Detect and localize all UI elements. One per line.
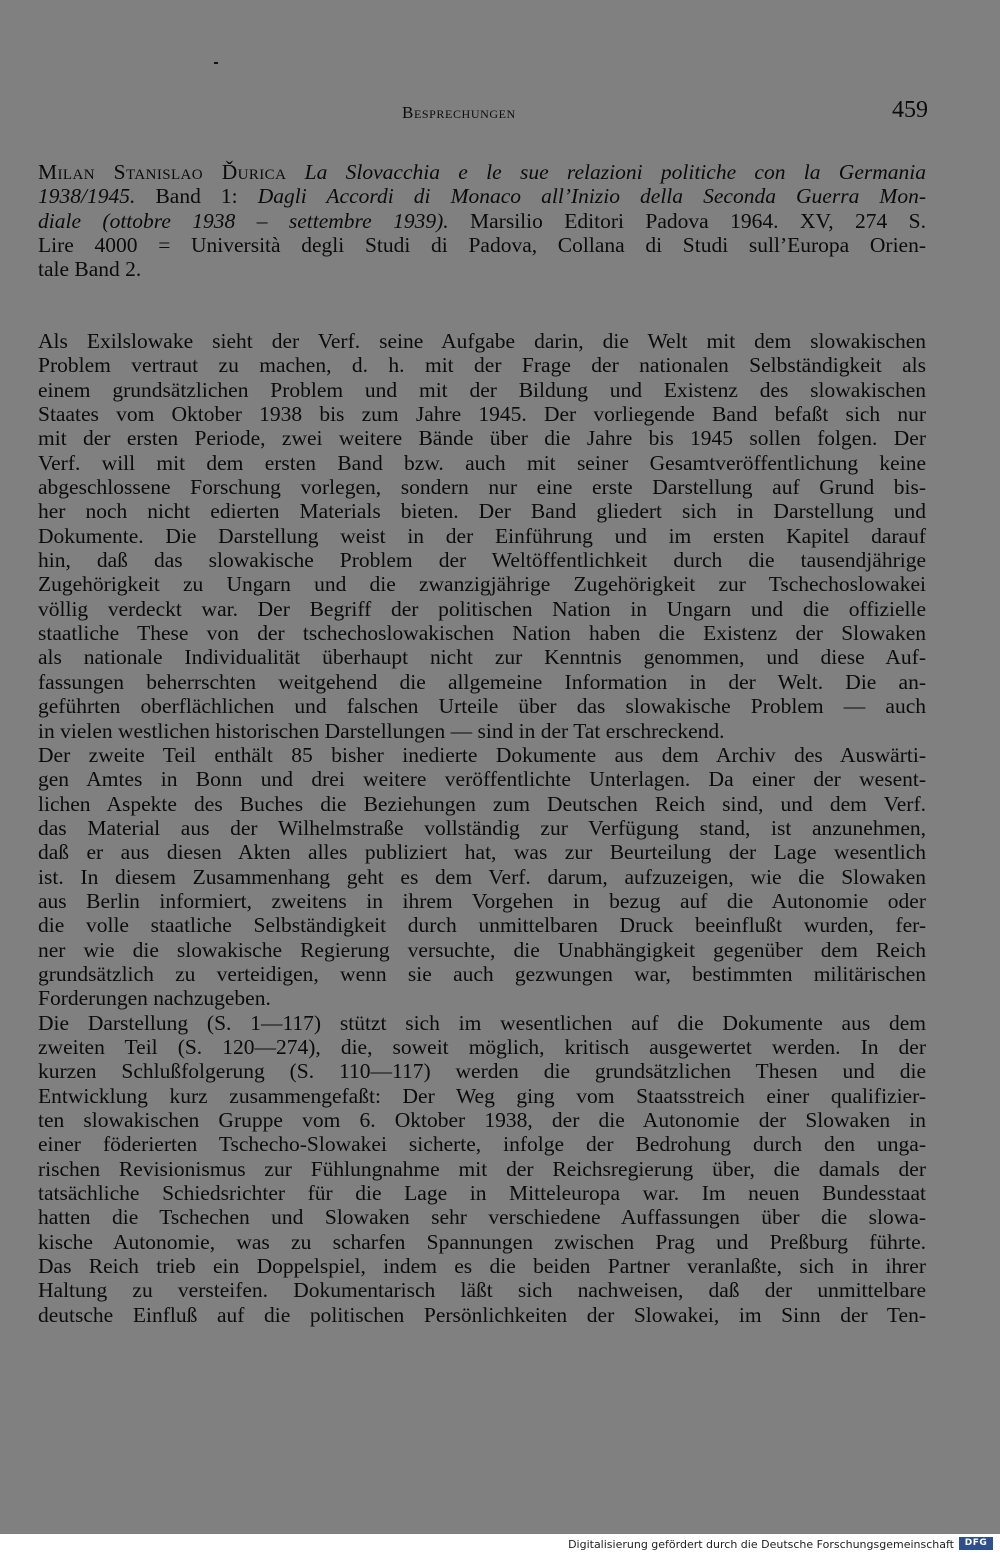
body-text-line: aus Berlin informiert, zweitens in ihrem Vorgehen in bezug auf die Autonomie oder: [38, 888, 926, 913]
body-text-line: einer föderierten Tschecho-Slowakei sicherte, infolge der Bedrohung durch den unga-: [38, 1132, 926, 1157]
body-text-line: gen Amtes in Bonn und drei weitere veröffentlichte Unterlagen. Da einer der wesent-: [38, 767, 926, 792]
body-text-line: hin, daß das slowakische Problem der Weltöffentlichkeit durch die tausendjährige: [38, 548, 926, 573]
body-text-line: Zugehörigkeit zu Ungarn und die zwanzigjährige Zugehörigkeit zur Tschechoslowakei: [38, 572, 926, 597]
body-text-line: deutsche Einfluß auf die politischen Persönlichkeiten der Slowakei, im Sinn der Ten-: [38, 1302, 926, 1327]
book-title: La Slovacchia e le sue relazioni politiche con la Germania: [304, 160, 926, 184]
body-text-line: daß er aus diesen Akten alles publiziert hat, was zur Beurteilung der Lage wesentlich: [38, 840, 926, 865]
funding-note: Digitalisierung gefördert durch die Deutsche Forschungsgemeinschaft: [568, 1538, 954, 1551]
body-text-line: Die Darstellung (S. 1—117) stützt sich im wesentlichen auf die Dokumente aus dem: [38, 1010, 926, 1035]
body-text-line: Als Exilslowake sieht der Verf. seine Aufgabe darin, die Welt mit dem slowakischen: [38, 329, 926, 353]
body-text-line: Verf. will mit dem ersten Band bzw. auch mit seiner Gesamtveröffentlichung keine: [38, 450, 926, 475]
review-author: Milan Stanislao Ďurica: [38, 160, 287, 184]
body-text-line: kurzen Schlußfolgerung (S. 110—117) werden die grundsätzlichen Thesen und die: [38, 1059, 926, 1084]
running-title: Besprechungen: [402, 103, 516, 122]
body-text-line: Problem vertraut zu machen, d. h. mit der Frage der nationalen Selbständigkeit als: [38, 353, 926, 378]
body-text-line: hatten die Tschechen und Slowaken sehr verschiedene Auffassungen über die slowa-: [38, 1205, 926, 1230]
biblio-line: [38, 233, 926, 257]
body-text-line: Entwicklung kurz zusammengefaßt: Der Weg ging vom Staatsstreich einer qualifizier-: [38, 1083, 926, 1108]
dfg-logo: DFG: [959, 1537, 993, 1550]
price-series: Lire 4000 = Università degli Studi di Padova, Collana di Studi sull’Europa Orien-: [38, 233, 926, 258]
body-text-line: Forderungen nachzugeben.: [38, 986, 271, 1011]
body-text-line: fassungen beherrschten weitgehend die allgemeine Information in der Welt. Die an-: [38, 669, 926, 694]
body-text-line: einem grundsätzlichen Problem und mit der Bildung und Existenz des slowakischen: [38, 377, 926, 402]
body-text-line: ten slowakischen Gruppe vom 6. Oktober 1938, der die Autonomie der Slowaken in: [38, 1108, 926, 1132]
biblio-line: [38, 160, 926, 184]
biblio-text: Band 1:: [135, 184, 258, 209]
body-text-line: das Material aus der Wilhelmstraße vollständig zur Verfügung stand, ist anzunehmen,: [38, 815, 926, 840]
biblio-line: [38, 184, 926, 208]
body-text-line: kische Autonomie, was zu scharfen Spannungen zwischen Prag und Preßburg führte.: [38, 1229, 926, 1254]
body-text-line: zweiten Teil (S. 120—274), die, soweit möglich, kritisch ausgewertet werden. In der: [38, 1034, 926, 1059]
bibliographic-entry: [38, 160, 926, 282]
body-text-line: tatsächliche Schiedsrichter für die Lage in Mitteleuropa war. Im neuen Bundesstaat: [38, 1181, 926, 1206]
digitization-footer: [0, 1534, 1000, 1554]
body-text-line: Haltung zu versteifen. Dokumentarisch läßt sich nachweisen, daß der unmittelbare: [38, 1278, 926, 1303]
volume-title: Dagli Accordi di Monaco all’Inizio della Seconda Guerra Mon-: [257, 184, 926, 209]
biblio-line: [38, 257, 926, 281]
page-number: 459: [892, 97, 928, 123]
body-text-line: mit der ersten Periode, zwei weitere Bände über die Jahre bis 1945 sollen folgen. Der: [38, 426, 926, 451]
review-body: [38, 329, 926, 1327]
body-text-line: ner wie die slowakische Regierung versuchte, die Unabhängigkeit gegenüber dem Reich: [38, 937, 926, 962]
series-band: tale Band 2.: [38, 257, 142, 282]
body-text-line: staatliche These von der tschechoslowakischen Nation haben die Existenz der Slowaken: [38, 621, 926, 646]
body-text-line: Der zweite Teil enthält 85 bisher inedierte Dokumente aus dem Archiv des Auswärti-: [38, 742, 926, 767]
body-text-line: her noch nicht edierten Materials bieten. Der Band gliedert sich in Darstellung und: [38, 499, 926, 524]
body-text-line: geführten oberflächlichen und falschen Urteile über das slowakische Problem — auch: [38, 694, 926, 719]
body-text-line: Staates vom Oktober 1938 bis zum Jahre 1945. Der vorliegende Band befaßt sich nur: [38, 402, 926, 427]
body-text-line: als nationale Individualität überhaupt nicht zur Kenntnis genommen, und diese Auf-: [38, 645, 926, 670]
body-text-line: die volle staatliche Selbständigkeit durch unmittelbaren Druck beeinflußt wurden, fer-: [38, 913, 926, 938]
body-text-line: Dokumente. Die Darstellung weist in der Einführung und im ersten Kapitel darauf: [38, 523, 926, 548]
volume-title-cont: diale (ottobre 1938 – settembre 1939).: [38, 208, 449, 233]
book-title-years: 1938/1945.: [38, 184, 136, 209]
body-text-line: Das Reich trieb ein Doppelspiel, indem es die beiden Partner veranlaßte, sich in ihrer: [38, 1254, 926, 1279]
body-text-line: grundsätzlich zu verteidigen, wenn sie auch gezwungen war, bestimmten militärischen: [38, 961, 926, 986]
biblio-line: [38, 209, 926, 233]
body-text-line: völlig verdeckt war. Der Begriff der politischen Nation in Ungarn und die offizielle: [38, 596, 926, 621]
body-text-line: ist. In diesem Zusammenhang geht es dem Verf. darum, aufzuzeigen, wie die Slowaken: [38, 864, 926, 889]
body-text-line: in vielen westlichen historischen Darstellungen — sind in der Tat erschreckend.: [38, 718, 725, 743]
body-text-line: lichen Aspekte des Buches die Beziehungen zum Deutschen Reich sind, und dem Verf.: [38, 791, 926, 816]
body-text-line: rischen Revisionismus zur Fühlungnahme mit der Reichsregierung über, die damals der: [38, 1156, 926, 1181]
body-text-line: abgeschlossene Forschung vorlegen, sondern nur eine erste Darstellung auf Grund bis-: [38, 475, 926, 500]
scan-speck: [214, 62, 218, 64]
publisher-info: Marsilio Editori Padova 1964. XV, 274 S.: [448, 208, 926, 233]
